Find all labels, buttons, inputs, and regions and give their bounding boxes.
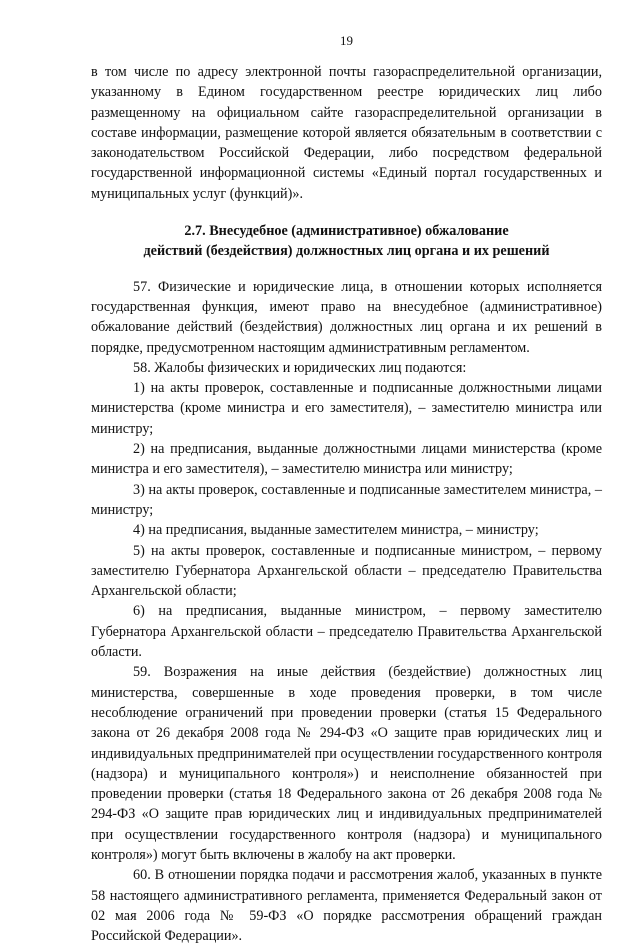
paragraph-57: 57. Физические и юридические лица, в отношении которых исполняется государственная функция, имеют право на внесудебное (административное) обжалование действий (бездействия) должностных лиц органа и их решений в порядке, предусмотренном настоящим административным регламентом. bbox=[91, 278, 602, 356]
list-item-5: 5) на акты проверок, составленные и подписанные министром, – первому заместителю Губернатора Архангельской области – председателю Правительства Архангельской области; bbox=[91, 542, 602, 600]
page-number: 19 bbox=[340, 33, 353, 48]
paragraph-58: 58. Жалобы физических и юридических лиц подаются: bbox=[133, 359, 467, 376]
paragraph-59: 59. Возражения на иные действия (бездействие) должностных лиц министерства, совершенные в ходе проведения проверки, в том числе несоблюдение ограничений при проведении проверки (статья 15 Федерального закона от 26 декабря 2008 года № 294-ФЗ «О защите прав юридических лиц и индивидуальных предпринимателей при осуществлении государственного контроля (надзора) и муниципального контроля») и неисполнение обязанностей при проведении проверки (статья 18 Федерального закона от 26 декабря 2008 года № 294-ФЗ «О защите прав юридических лиц и индивидуальных предпринимателей при осуществлении государственного контроля (надзора) и муниципального контроля») могут быть включены в жалобу на акт проверки. bbox=[91, 664, 602, 863]
list-item-4: 4) на предписания, выданные заместителем министра, – министру; bbox=[133, 522, 539, 539]
list-item-2: 2) на предписания, выданные должностными лицами министерства (кроме министра и его заместителя), – заместителю министра или министру; bbox=[91, 441, 602, 478]
section-heading-line-1: 2.7. Внесудебное (административное) обжалование bbox=[184, 223, 509, 240]
paragraph-60: 60. В отношении порядка подачи и рассмотрения жалоб, указанных в пункте 58 настоящего административного регламента, применяется Федеральный закон от 02 мая 2006 года № 59-ФЗ «О порядке рассмотрения обращений граждан Российской Федерации». bbox=[91, 867, 602, 945]
list-item-3: 3) на акты проверок, составленные и подписанные заместителем министра, – министру; bbox=[91, 481, 602, 518]
list-item-1: 1) на акты проверок, составленные и подписанные должностными лицами министерства (кроме министра и его заместителя), – заместителю министра или министру; bbox=[91, 380, 602, 437]
section-heading-line-2: действий (бездействия) должностных лиц органа и их решений bbox=[143, 243, 550, 260]
list-item-6: 6) на предписания, выданные министром, – первому заместителю Губернатора Архангельской области – председателю Правительства Архангельской области. bbox=[91, 603, 602, 661]
intro-paragraph: в том числе по адресу электронной почты газораспределительной организации, указанному в Едином государственном реестре юридических лиц либо размещенному на официальном сайте газораспределительной организации в составе информации, размещение которой является обязательным в соответствии с законодательством Российской Федерации, либо посредством федеральной государственной информационной системы «Единый портал государственных и муниципальных услуг (функций)». bbox=[91, 64, 602, 202]
section-heading bbox=[91, 221, 602, 262]
